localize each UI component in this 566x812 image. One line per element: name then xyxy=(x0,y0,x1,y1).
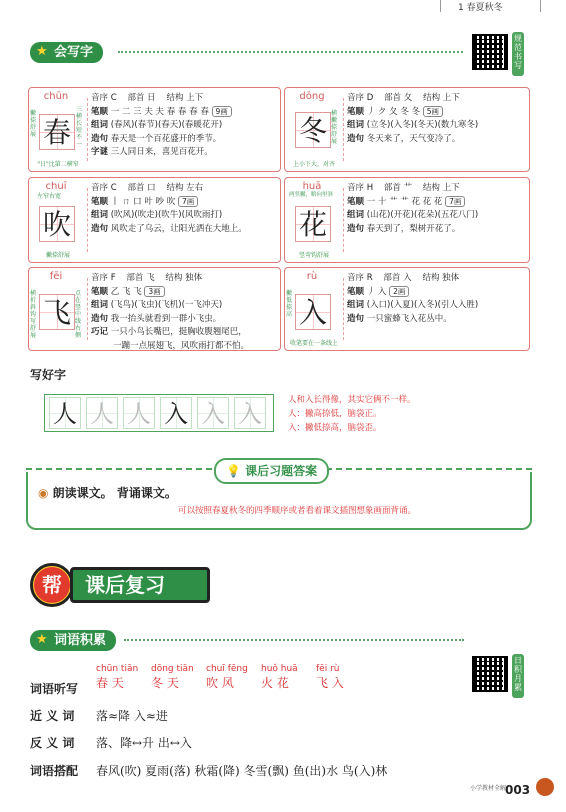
practice-grid xyxy=(44,394,274,432)
char-card-chun xyxy=(28,87,281,172)
review-badge: 帮 xyxy=(34,567,70,603)
side-note-left: 左窄右宽 xyxy=(37,193,62,200)
qr-code[interactable] xyxy=(472,656,508,692)
card-pinyin: rù xyxy=(306,271,318,282)
dapei-text: 春风(吹) 夏雨(落) 秋霜(降) 冬雪(飘) 鱼(出)水 鸟(入)林 xyxy=(96,764,388,778)
card-details: 音序 C 部首 日 结构 上下 笔顺 一 二 三 夫 夫 春 春 春 春 9画 组词 (春风)(春节)(春天)(春暖花开) 造句 春天是一个百花盛开的季节。 字谜 三人同日来，喜见百花开。 xyxy=(91,92,276,160)
vocab-title: 词语积累 xyxy=(54,633,107,648)
card-pinyin: dōng xyxy=(299,91,325,102)
bullet-icon: ◉ xyxy=(38,486,49,500)
card-char: 入 xyxy=(298,296,327,329)
page-header xyxy=(0,0,566,14)
card-caption: "日"比第二横窄 xyxy=(37,161,79,168)
side-note-right: 三横长短不一 xyxy=(76,106,83,148)
dapei-label: 词语搭配 xyxy=(30,764,79,778)
practice-char: 人 xyxy=(53,400,77,428)
footer-brand: 小学教材全解 xyxy=(470,785,507,792)
practice-char: 入 xyxy=(201,400,225,428)
card-char: 飞 xyxy=(42,296,71,329)
side-note-left: 撇低捺高 xyxy=(286,290,293,318)
practice-char: 人 xyxy=(127,400,151,428)
char-card-chui xyxy=(28,177,281,263)
card-details: 音序 R 部首 入 结构 独体 笔顺 丿 入 2画 组词 (入口)(入夏)(入冬)(引人入胜) 造句 一只蜜蜂飞入花丛中。 xyxy=(347,273,479,324)
card-details: 音序 F 部首 飞 结构 独体 笔顺 乙 飞 飞 3画 组词 (飞鸟)(飞虫)(飞机)(一飞冲天) 造句 我一抬头就看到一群小飞虫。 巧记 一只小鸟长嘴巴，挺胸收腹翘尾巴， 一蹦一点展翅飞，风吹雨打都不怕。 xyxy=(91,273,250,351)
card-caption: 收笔要在一条线上 xyxy=(289,340,338,347)
char-grid xyxy=(295,112,331,148)
answer-hint: 可以按照春夏秋冬的四季顺序或者看着课文插图想象画面背诵。 xyxy=(178,506,417,516)
card-char: 吹 xyxy=(42,208,71,241)
qr-code[interactable] xyxy=(472,34,508,70)
stroke-count: 2画 xyxy=(389,286,409,297)
lesson-title: 1 春夏秋冬 xyxy=(458,3,503,13)
fanyi-label: 反 义 词 xyxy=(30,736,75,750)
card-char: 春 xyxy=(42,116,71,149)
practice-char: 人 xyxy=(90,400,114,428)
char-card-ru xyxy=(284,267,530,351)
card-char: 冬 xyxy=(298,114,327,147)
card-details: 音序 C 部首 口 结构 左右 笔顺 丨 ㄇ 口 叶 吵 吹 7画 组词 (吹风)(吹走)(吹牛)(风吹雨打) 造句 风吹走了乌云，让阳光洒在大地上。 xyxy=(91,183,247,234)
char-grid xyxy=(295,294,331,330)
card-caption: 上小下大，对齐 xyxy=(292,161,335,168)
stroke-count: 7画 xyxy=(445,196,465,207)
char-card-dong xyxy=(284,87,530,172)
vocab-title-badge xyxy=(30,630,116,651)
jinyi-text: 落≈降 入≈进 xyxy=(96,709,168,723)
char-card-hua xyxy=(284,177,530,263)
section-title-badge xyxy=(30,42,103,63)
jinyi-label: 近 义 词 xyxy=(30,709,75,723)
mascot-icon xyxy=(536,778,554,796)
card-caption: 撇捺舒展 xyxy=(45,252,70,259)
qr-tag: 日积月累 xyxy=(512,654,524,698)
card-pinyin: fēi xyxy=(49,271,63,282)
review-title: 课后复习 xyxy=(70,567,210,603)
stroke-count: 9画 xyxy=(212,106,232,117)
card-caption: 竖弯钩舒展 xyxy=(298,252,329,259)
review-banner xyxy=(30,563,210,605)
page-number: 003 xyxy=(505,783,531,797)
star-icon: ★ xyxy=(36,632,48,647)
side-note-left: 撇捺舒展 xyxy=(30,110,37,138)
side-note-left: 两竖撇，略向里斜 xyxy=(289,192,334,198)
section-title: 会写字 xyxy=(54,45,94,60)
char-grid xyxy=(39,206,75,242)
char-grid xyxy=(39,294,75,330)
card-char: 花 xyxy=(298,208,327,241)
char-grid xyxy=(295,206,331,242)
stroke-count: 5画 xyxy=(423,106,443,117)
answer-item: ◉ 朗读课文。 背诵课文。 xyxy=(38,486,177,500)
card-pinyin: chuī xyxy=(45,181,67,192)
practice-notes: 人和入长得像，其实它俩不一样。 人：撇高捺低，脑袋正。 入：撇低捺高，脑袋歪。 xyxy=(288,395,416,433)
card-pinyin: chūn xyxy=(43,91,69,102)
side-note-right: 点在竖中线右侧 xyxy=(75,290,82,339)
answers-box xyxy=(26,472,532,530)
char-grid xyxy=(39,114,75,150)
tingxie-label: 词语听写 xyxy=(30,682,79,696)
practice-char: 入 xyxy=(164,400,188,428)
stroke-count: 7画 xyxy=(178,196,198,207)
dotted-divider xyxy=(118,51,463,53)
side-note-left: 横折斜钩写舒展 xyxy=(30,290,37,339)
answers-title: 课后习题答案 xyxy=(245,464,318,478)
card-pinyin: huā xyxy=(302,181,322,192)
practice-char: 入 xyxy=(238,400,262,428)
star-icon: ★ xyxy=(36,44,48,59)
lightbulb-icon: 💡 xyxy=(226,464,241,478)
char-card-fei xyxy=(28,267,281,351)
card-details: 音序 D 部首 夂 结构 上下 笔顺 丿 ク 夂 冬 冬 5画 组词 (立冬)(入冬)(冬天)(数九寒冬) 造句 冬天来了，天气变冷了。 xyxy=(347,93,479,144)
qr-tag: 规范书写 xyxy=(512,32,524,76)
card-details: 音序 H 部首 艹 结构 上下 笔顺 一 十 艹 艹 花 花 花 7画 组词 (山花)(开花)(花朵)(五花八门) 造句 春天到了，梨树开花了。 xyxy=(347,183,479,234)
stroke-count: 3画 xyxy=(144,286,164,297)
fanyi-text: 落、降↔升 出↔入 xyxy=(96,736,192,750)
practice-title: 写好字 xyxy=(30,368,67,382)
side-note-left: 横撇 捺舒展 xyxy=(331,110,338,145)
dotted-divider xyxy=(124,639,464,641)
